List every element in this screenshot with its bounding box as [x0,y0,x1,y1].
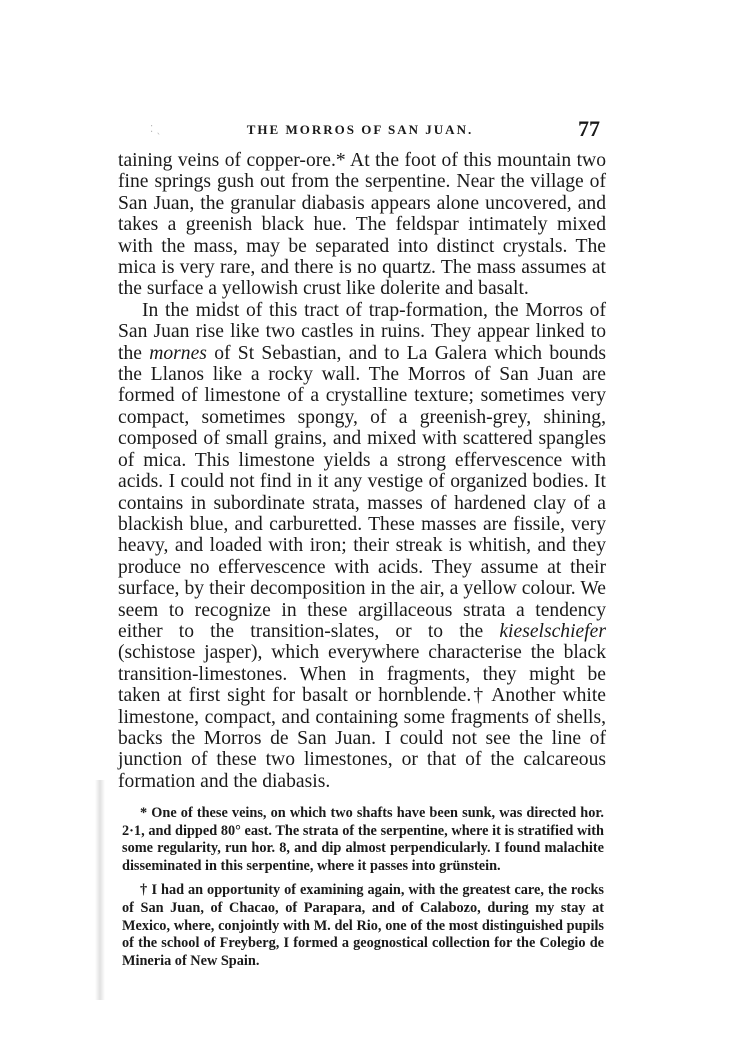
scan-shadow [95,780,105,1000]
italic-term-mornes: mornes [149,342,207,364]
paragraph-2-part-a: In the midst of this tract of trap-formation, the Morros of San Juan rise like two castles in ruins. They appear linked to the [118,299,606,364]
italic-term-kieselschiefer: kieselschiefer [499,620,606,642]
main-text [118,150,606,792]
scan-specks: ⁚ ˎ [150,124,162,135]
paragraph-2-part-c: (schistose jasper), which everywhere characterise the black transition-limestones. When in fragments, they might be taken at first sight for basalt or hornblende.† Another white limestone, compact, and containing some fragments of shells, backs the Morros de San Juan. I could not see the line of junction of these two limestones, or that of the calcareous formation and the diabasis. [118,642,606,792]
footnotes [122,805,604,970]
paragraph-2 [118,300,606,792]
paragraph-1: taining veins of copper-ore.* At the foot of this mountain two fine springs gush out from the serpentine. Near the village of San Juan, the granular diabasis appears alone uncovered, and takes a greenish black hue. The feldspar intimately mixed with the mass, may be separated into distinct crystals. The mica is very rare, and there is no quartz. The mass assumes at the surface a yellowish crust like dolerite and basalt. [118,150,606,300]
footnote-2: † I had an opportunity of examining again, with the greatest care, the rocks of San Juan, of Chacao, of Parapara, and of Calabozo, during my stay at Mexico, where, conjointly with M. del Rio, one of the most distinguished pupils of the school of Freyberg, I formed a geognostical collection for the Colegio de Mineria of New Spain. [122,882,604,969]
running-title: THE MORROS OF SAN JUAN. [246,122,474,137]
footnote-1: * One of these veins, on which two shafts have been sunk, was directed hor. 2·1, and dipped 80° east. The strata of the serpentine, where it is stratified with some regularity, run hor. 8, and dip almost perpendicularly. I found malachite disseminated in this serpentine, where it passes into grünstein. [122,805,604,874]
page-number: 77 [578,116,600,141]
paragraph-2-part-b: of St Sebastian, and to La Galera which bounds the Llanos like a rocky wall. The Morros of San Juan are formed of limestone of a crystalline texture; sometimes very compact, sometimes spongy, of a greenish-grey, shining, composed of small grains, and mixed with scattered spangles of mica. This limestone yields a strong effervescence with acids. I could not find in it any vestige of organized bodies. It contains in subordinate strata, masses of hardened clay of a blackish blue, and carburetted. These masses are fissile, very heavy, and loaded with iron; their streak is whitish, and they produce no effervescence with acids. They assume at their surface, by their decomposition in the air, a yellow colour. We seem to recognize in these argillaceous strata a tendency either to the transition-slates, or to the [118,342,606,642]
page-header [120,116,600,144]
